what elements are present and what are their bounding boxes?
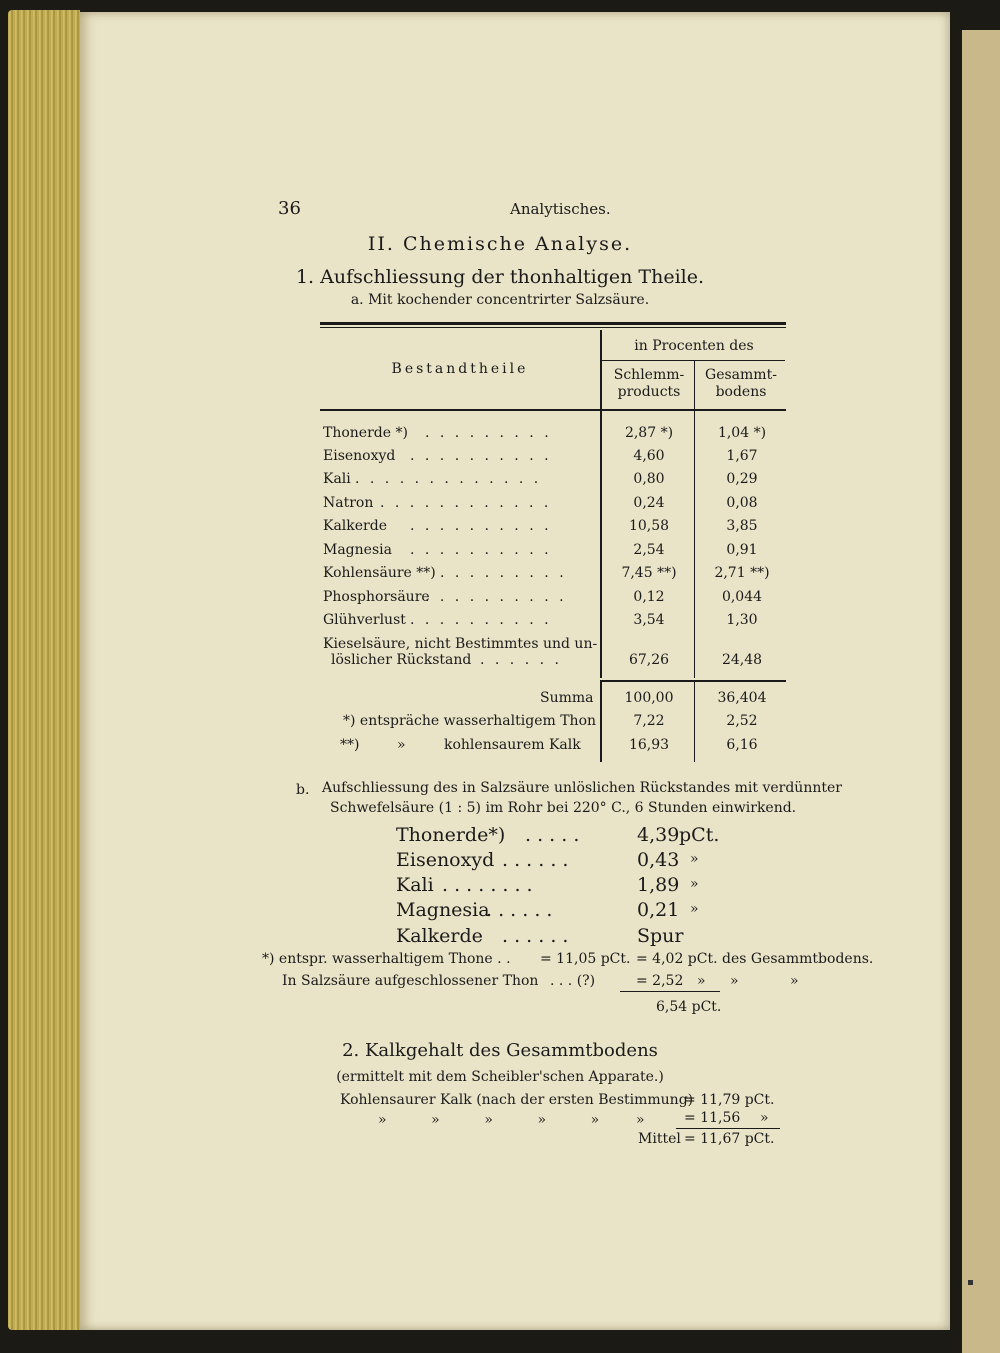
table-row-name: Magnesia	[323, 542, 392, 558]
header-gesammt-2: bodens	[715, 384, 767, 400]
table-row-value-b: 2,71 **)	[714, 565, 770, 581]
facing-page-edge	[962, 30, 1000, 1353]
row-dots: . . . . . . . . .	[440, 565, 567, 581]
table-row-value-a: 10,58	[628, 518, 670, 534]
table-row-value-a: 67,26	[628, 652, 670, 668]
kalk-sum-rule	[676, 1128, 780, 1129]
note2-mark: **)	[340, 737, 360, 753]
b-row-unit: pCt.	[679, 824, 720, 846]
kalk-mittel-label: Mittel	[638, 1131, 681, 1147]
b-row-dots: . . . . . .	[486, 899, 553, 921]
header-gesammt-1: Gesammt-	[705, 367, 777, 383]
b-row-unit: »	[690, 851, 699, 867]
table-row-value-b: 0,044	[721, 589, 763, 605]
row-dots: . . . . . . . . .	[425, 425, 552, 441]
note2-label: kohlensaurem Kalk	[444, 737, 581, 753]
header-in-procenten: in Procenten des	[634, 338, 754, 354]
table-row-name: Kalkerde	[323, 518, 387, 534]
summa-label: Summa	[540, 690, 594, 706]
b-sum-rule	[620, 991, 720, 992]
b-row-dots: . . . . . .	[502, 849, 569, 871]
section-title: II. Chemische Analyse.	[367, 233, 633, 255]
b-row-name: Kalkerde	[396, 925, 483, 947]
b-total: 6,54 pCt.	[656, 999, 722, 1015]
table-row-value-a: 0,24	[633, 495, 665, 511]
row-dots: . . . . . . . . . . . .	[380, 495, 552, 511]
b-row-name: Magnesia	[396, 899, 490, 921]
b-foot2-eq: . . . (?)	[550, 973, 596, 989]
table-row-value-a: 2,54	[633, 542, 665, 558]
table-row-value-b: 1,04 *)	[717, 425, 767, 441]
part-b-line1: Aufschliessung des in Salzsäure unlöslichen Rückstandes mit verdünnter	[322, 780, 842, 796]
b-foot2-ditto: »	[790, 973, 799, 989]
row-dots: . . . . . . . . . .	[410, 612, 552, 628]
table-row-value-b: 0,08	[726, 495, 758, 511]
header-schlemm-1: Schlemm-	[613, 367, 685, 383]
part-b-line2: Schwefelsäure (1 : 5) im Rohr bei 220° C., 6 Stunden einwirkend.	[330, 800, 797, 816]
kalk-mittel-value: = 11,67 pCt.	[684, 1131, 775, 1147]
table-header-rule	[320, 409, 786, 411]
table-row-name: Natron	[323, 495, 374, 511]
table-top-rule-thick	[320, 322, 786, 325]
note2-ditto: »	[397, 737, 406, 753]
row-dots: . . . . . . . . . . . . .	[355, 471, 542, 487]
row-dots: . . . . . . . . . .	[410, 542, 552, 558]
b-row-name: Kali	[396, 874, 434, 896]
subsection-1-title: 1. Aufschliessung der thonhaltigen Theile.	[295, 266, 705, 288]
subsection-2-title: 2. Kalkgehalt des Gesammtbodens	[342, 1040, 658, 1061]
note2-value-b: 6,16	[726, 737, 758, 753]
part-a-title: a. Mit kochender concentrirter Salzsäure.	[350, 292, 650, 308]
b-row-value: Spur	[637, 925, 684, 947]
b-row-name: Thonerde*)	[396, 824, 506, 846]
table-row-value-a: 7,45 **)	[621, 565, 677, 581]
table-row-value-a: 0,12	[633, 589, 665, 605]
b-row-value: 1,89	[637, 874, 680, 896]
table-top-rule-thin	[320, 327, 786, 328]
table-row-name: Glühverlust	[323, 612, 406, 628]
row-dots: . . . . . .	[480, 652, 562, 668]
table-row-value-a: 0,80	[633, 471, 665, 487]
summa-value-b: 36,404	[717, 690, 767, 706]
b-row-value: 4,39	[637, 824, 680, 846]
header-schlemm-2: products	[617, 384, 681, 400]
running-head: Analytisches.	[510, 200, 611, 218]
kalk-line2-ditto-end: »	[636, 1112, 645, 1128]
b-row-name: Eisenoxyd	[396, 849, 495, 871]
b-foot2-res: = 2,52	[636, 973, 684, 989]
note1-value-b: 2,52	[726, 713, 758, 729]
kalk-line2-unit: »	[760, 1110, 769, 1126]
note1-label: *) entspräche wasserhaltigem Thon	[343, 713, 597, 729]
subsection-2-note: (ermittelt mit dem Scheibler'schen Apparate.)	[336, 1069, 664, 1085]
table-row-value-b: 1,67	[726, 448, 758, 464]
b-foot2-ditto: »	[697, 973, 706, 989]
b-foot2-label: In Salzsäure aufgeschlossener Thon	[282, 973, 539, 989]
b-foot2-ditto: »	[730, 973, 739, 989]
part-b-label: b.	[296, 782, 310, 798]
b-row-dots: . . . . . .	[502, 925, 569, 947]
table-row-name: Kohlensäure **)	[323, 565, 436, 581]
b-row-value: 0,21	[637, 899, 680, 921]
kalk-line2-dittos: » » » » »	[378, 1112, 601, 1128]
table-row-name: Phosphorsäure	[323, 589, 430, 605]
b-row-dots: . . . . . . . .	[442, 874, 533, 896]
row-dots: . . . . . . . . . .	[410, 518, 552, 534]
b-foot1-label: *) entspr. wasserhaltigem Thone . .	[262, 951, 511, 967]
table-group-rule	[601, 360, 785, 361]
b-row-unit: »	[690, 901, 699, 917]
table-row-value-b: 24,48	[721, 652, 763, 668]
table-row-value-a: 4,60	[633, 448, 665, 464]
table-row-value-b: 1,30	[726, 612, 758, 628]
page-edges	[8, 10, 80, 1330]
b-row-value: 0,43	[637, 849, 680, 871]
note1-value-a: 7,22	[633, 713, 665, 729]
b-foot1-eq: = 11,05 pCt.	[540, 951, 631, 967]
table-row-name: löslicher Rückstand	[331, 652, 472, 668]
table-row-name: Kali	[323, 471, 351, 487]
page-number: 36	[278, 198, 301, 219]
kalk-line1-label: Kohlensaurer Kalk (nach der ersten Bestimmung)	[340, 1092, 694, 1108]
table-summa-rule	[600, 680, 786, 682]
table-row-name-line1: Kieselsäure, nicht Bestimmtes und un-	[323, 636, 598, 652]
b-row-dots: . . . . .	[525, 824, 580, 846]
table-row-value-a: 3,54	[633, 612, 665, 628]
table-row-value-b: 0,91	[726, 542, 758, 558]
kalk-line2-value: = 11,56	[684, 1110, 741, 1126]
table-row-value-b: 3,85	[726, 518, 758, 534]
table-row-name: Thonerde *)	[323, 425, 408, 441]
row-dots: . . . . . . . . . .	[410, 448, 552, 464]
header-bestandtheile: Bestandtheile	[391, 361, 529, 377]
row-dots: . . . . . . . . . .	[425, 589, 567, 605]
table-row-value-a: 2,87 *)	[624, 425, 674, 441]
table-row-name: Eisenoxyd	[323, 448, 396, 464]
b-foot1-res: = 4,02 pCt. des Gesammtbodens.	[636, 951, 874, 967]
note2-value-a: 16,93	[628, 737, 670, 753]
summa-value-a: 100,00	[624, 690, 674, 706]
table-row-value-b: 0,29	[726, 471, 758, 487]
b-row-unit: »	[690, 876, 699, 892]
kalk-line1-value: = 11,79 pCt.	[684, 1092, 775, 1108]
